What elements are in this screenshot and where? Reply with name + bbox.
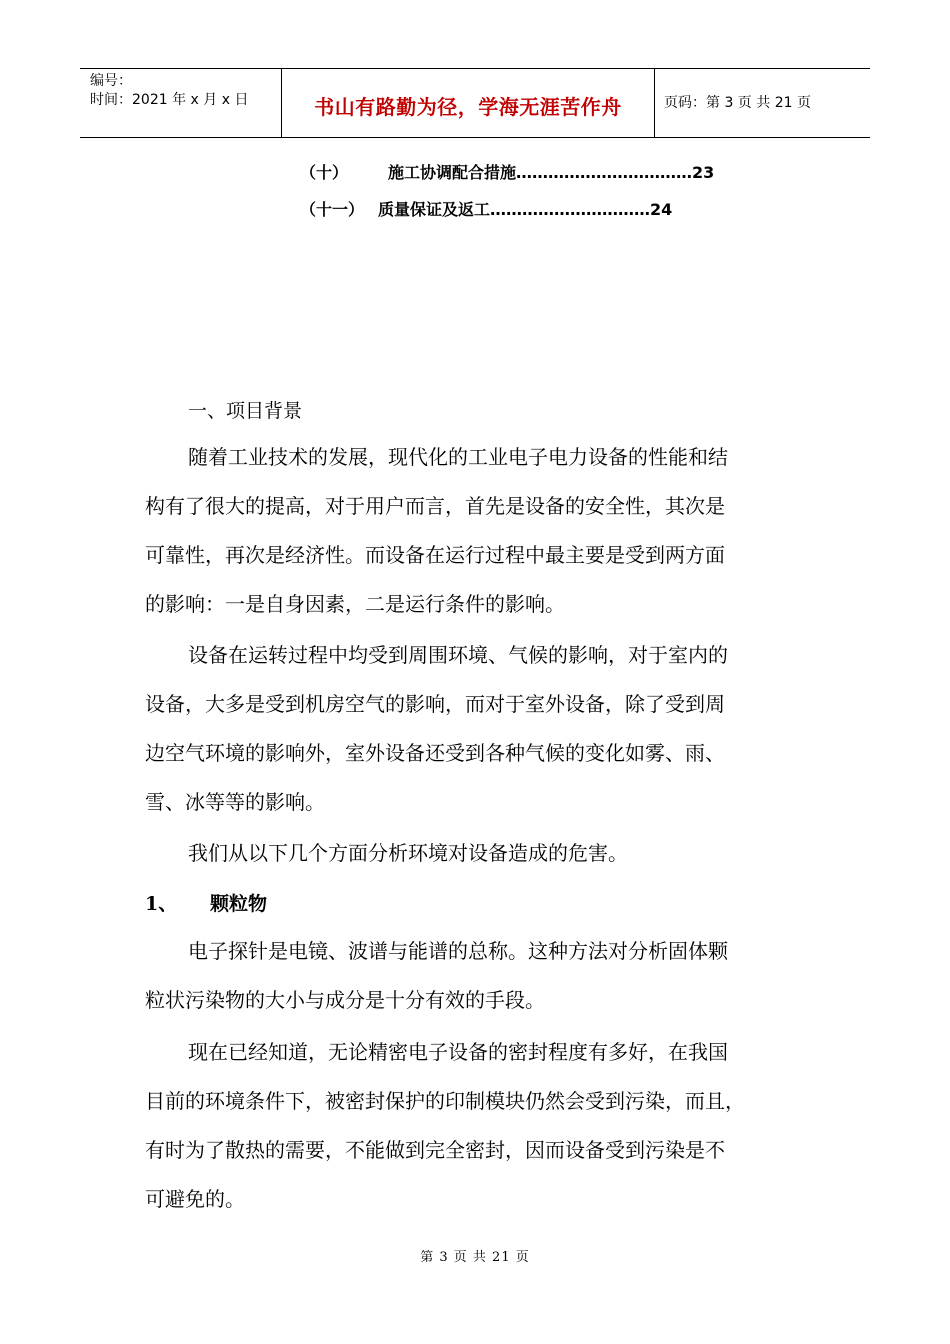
paragraph xyxy=(145,829,805,878)
paragraph-line: 现在已经知道，无论精密电子设备的密封程度有多好，在我国 xyxy=(188,1040,728,1064)
paragraph-line: 随着工业技术的发展，现代化的工业电子电力设备的性能和结 xyxy=(188,445,728,469)
paragraph-line: 边空气环境的影响外，室外设备还受到各种气候的变化如雾、雨、 xyxy=(145,741,725,765)
paragraph-line: 我们从以下几个方面分析环境对设备造成的危害。 xyxy=(188,841,628,865)
toc-entry-leader: …………………………… xyxy=(516,163,693,182)
toc-entry-number: （十一） xyxy=(300,200,365,219)
toc-entry[interactable] xyxy=(300,197,672,220)
paragraph-line: 雪、冰等等的影响。 xyxy=(145,790,325,814)
page-footer: 第 3 页 共 21 页 xyxy=(420,1250,530,1265)
header-meta-cell xyxy=(80,69,280,137)
motto-text: 书山有路勤为径，学海无涯苦作舟 xyxy=(314,95,622,119)
paragraph-line: 设备在运转过程中均受到周围环境、气候的影响，对于室内的 xyxy=(188,643,728,667)
paragraph-line: 构有了很大的提高，对于用户而言，首先是设备的安全性，其次是 xyxy=(145,494,725,518)
paragraph-line: 可靠性，再次是经济性。而设备在运行过程中最主要是受到两方面 xyxy=(145,543,725,567)
subheading-title: 颗粒物 xyxy=(210,893,268,915)
toc-entry-page: 24 xyxy=(650,200,673,219)
header-page-cell xyxy=(654,69,870,137)
paragraph-line: 有时为了散热的需要，不能做到完全密封，因而设备受到污染是不 xyxy=(145,1138,725,1162)
subheading-number: 1、 xyxy=(145,893,178,915)
time-label: 时间：2021 年 x 月 x 日 xyxy=(90,92,249,108)
paragraph-line: 目前的环境条件下，被密封保护的印制模块仍然会受到污染，而且， xyxy=(145,1089,745,1113)
toc-entry-leader: ………………………… xyxy=(490,200,651,219)
paragraph-line: 可避免的。 xyxy=(145,1187,245,1211)
paragraph xyxy=(145,927,805,1025)
paragraph-line: 的影响：一是自身因素，二是运行条件的影响。 xyxy=(145,592,565,616)
paragraph xyxy=(145,1028,805,1224)
toc-entry-title: 施工协调配合措施 xyxy=(388,163,517,182)
paragraph-line: 粒状污染物的大小与成分是十分有效的手段。 xyxy=(145,988,545,1012)
paragraph xyxy=(145,631,805,827)
paragraph-line: 设备，大多是受到机房空气的影响，而对于室外设备，除了受到周 xyxy=(145,692,725,716)
paragraph xyxy=(145,433,805,629)
number-label: 编号： xyxy=(90,73,132,89)
header-motto-cell xyxy=(281,69,655,137)
page-number-label: 页码：第 3 页 共 21 页 xyxy=(664,95,811,111)
paragraph-line: 电子探针是电镜、波谱与能谱的总称。这种方法对分析固体颗 xyxy=(188,939,728,963)
toc-entry-number: （十） xyxy=(300,163,349,182)
toc-entry[interactable] xyxy=(300,160,714,183)
section-heading: 一、项目背景 xyxy=(188,400,303,422)
page-header xyxy=(80,68,870,138)
toc-entry-page: 23 xyxy=(692,163,715,182)
toc-entry-title: 质量保证及返工 xyxy=(378,200,491,219)
